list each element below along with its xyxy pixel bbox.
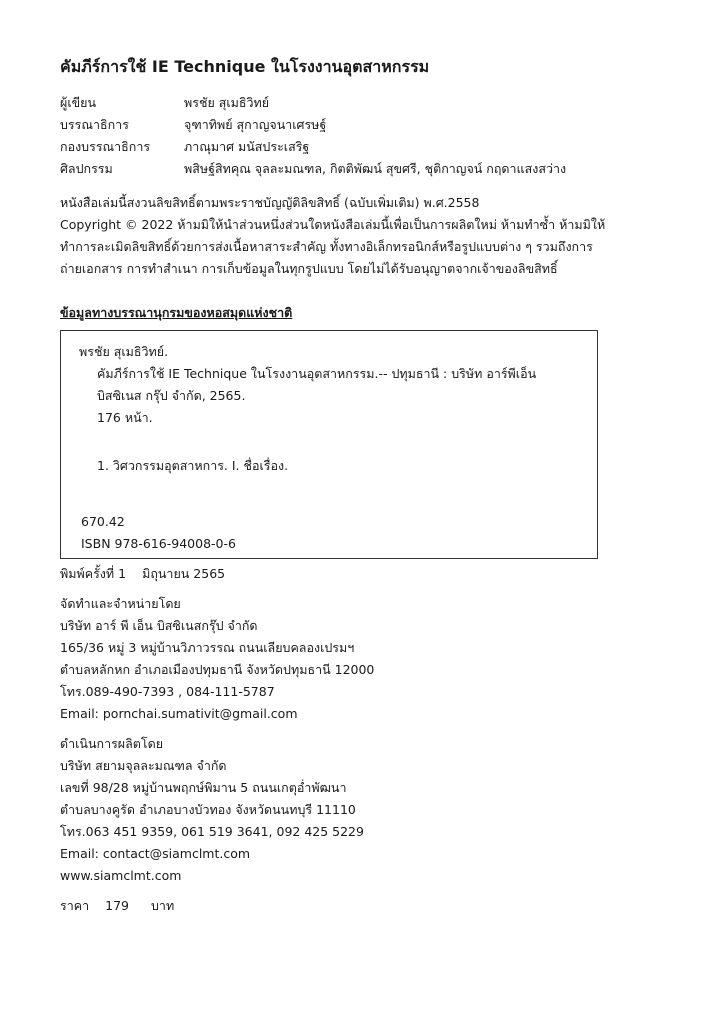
catalog-class-number: 670.42 (81, 514, 125, 529)
producer-block (60, 733, 650, 887)
print-date: มิถุนายน 2565 (142, 566, 226, 581)
credit-name: จุฑาทิพย์ สุกาญจนาเศรษฐ์ (184, 117, 327, 132)
copyright-page (60, 54, 650, 917)
catalog-author: พรชัย สุเมธิวิทย์. (79, 344, 169, 359)
credit-name: ภาณุมาศ มนัสประเสริฐ (184, 139, 310, 154)
catalog-isbn: ISBN 978-616-94008-0-6 (81, 536, 236, 551)
distributor-email: Email: pornchai.sumativit@gmail.com (60, 706, 298, 721)
distributor-line: ตำบลหลักหก อำเภอเมืองปทุมธานี จังหวัดปทุมธานี 12000 (60, 662, 375, 677)
producer-website: www.siamclmt.com (60, 868, 182, 883)
credit-name: พสิษฐ์สิทคุณ จุลละมณฑล, กิตติพัฒน์ สุขศรี, ชุติกาญจน์ กฤดาแสงสว่าง (184, 161, 567, 176)
price-value: 179 (105, 898, 129, 913)
copyright-line: ทำการละเมิดลิขสิทธิ์ด้วยการส่งเนื้อหาสาระสำคัญ ทั้งทางอิเล็กทรอนิกส์หรือรูปแบบต่าง ๆ รวมถึงการ (60, 239, 593, 254)
distributor-line: 165/36 หมู่ 3 หมู่บ้านวิภาวรรณ ถนนเลียบคลองเปรมฯ (60, 640, 355, 655)
catalog-line: 176 หน้า. (97, 410, 153, 425)
credit-role: บรรณาธิการ (60, 117, 129, 132)
distributor-line: โทร.089-490-7393 , 084-111-5787 (60, 684, 275, 699)
producer-line: บริษัท สยามจุลละมณฑล จำกัด (60, 758, 227, 773)
producer-email: Email: contact@siamclmt.com (60, 846, 251, 861)
price-unit: บาท (150, 898, 175, 913)
producer-line: ดำเนินการผลิตโดย (60, 736, 164, 751)
catalog-line: บิสซิเนส กรุ๊ป จำกัด, 2565. (97, 388, 246, 403)
credit-role: ผู้เขียน (60, 95, 97, 110)
price-label: ราคา (60, 898, 90, 913)
distributor-line: บริษัท อาร์ พี เอ็น บิสซิเนสกรุ๊ป จำกัด (60, 618, 258, 633)
catalog-subject: 1. วิศวกรรมอุตสาหการ. I. ชื่อเรื่อง. (97, 458, 289, 473)
book-title: คัมภีร์การใช้ IE Technique ในโรงงานอุตสาหกรรม (60, 57, 430, 76)
distributor-line: จัดทำและจำหน่ายโดย (60, 596, 181, 611)
price-line (60, 895, 650, 917)
catalog-box (60, 330, 598, 559)
catalog-heading: ข้อมูลทางบรรณานุกรมของหอสมุดแห่งชาติ (60, 305, 293, 320)
credit-role: กองบรรณาธิการ (60, 139, 151, 154)
producer-line: โทร.063 451 9359, 061 519 3641, 092 425 5229 (60, 824, 364, 839)
credit-name: พรชัย สุเมธิวิทย์ (184, 95, 270, 110)
print-info (60, 563, 650, 585)
producer-line: เลขที่ 98/28 หมู่บ้านพฤกษ์พิมาน 5 ถนนเกตุอ่ำพัฒนา (60, 780, 347, 795)
credits (60, 92, 650, 180)
producer-line: ตำบลบางคูรัด อำเภอบางบัวทอง จังหวัดนนทบุรี 11110 (60, 802, 356, 817)
copyright-line: Copyright © 2022 ห้ามมิให้นำส่วนหนึ่งส่วนใดหนังสือเล่มนี้เพื่อเป็นการผลิตใหม่ ห้ามทำซ้ำ ห้ามมิให้ (60, 217, 606, 232)
distributor-block (60, 593, 650, 725)
print-label: พิมพ์ครั้งที่ 1 (60, 566, 127, 581)
copyright-line: หนังสือเล่มนี้สงวนลิขสิทธิ์ตามพระราชบัญญัติลิขสิทธิ์ (ฉบับเพิ่มเติม) พ.ศ.2558 (60, 195, 480, 210)
copyright-notice (60, 192, 650, 280)
catalog-line: คัมภีร์การใช้ IE Technique ในโรงงานอุตสาหกรรม.-- ปทุมธานี : บริษัท อาร์พีเอ็น (97, 366, 537, 381)
credit-role: ศิลปกรรม (60, 161, 113, 176)
copyright-line: ถ่ายเอกสาร การทำสำเนา การเก็บข้อมูลในทุกรูปแบบ โดยไม่ได้รับอนุญาตจากเจ้าของลิขสิทธิ์ (60, 261, 558, 276)
